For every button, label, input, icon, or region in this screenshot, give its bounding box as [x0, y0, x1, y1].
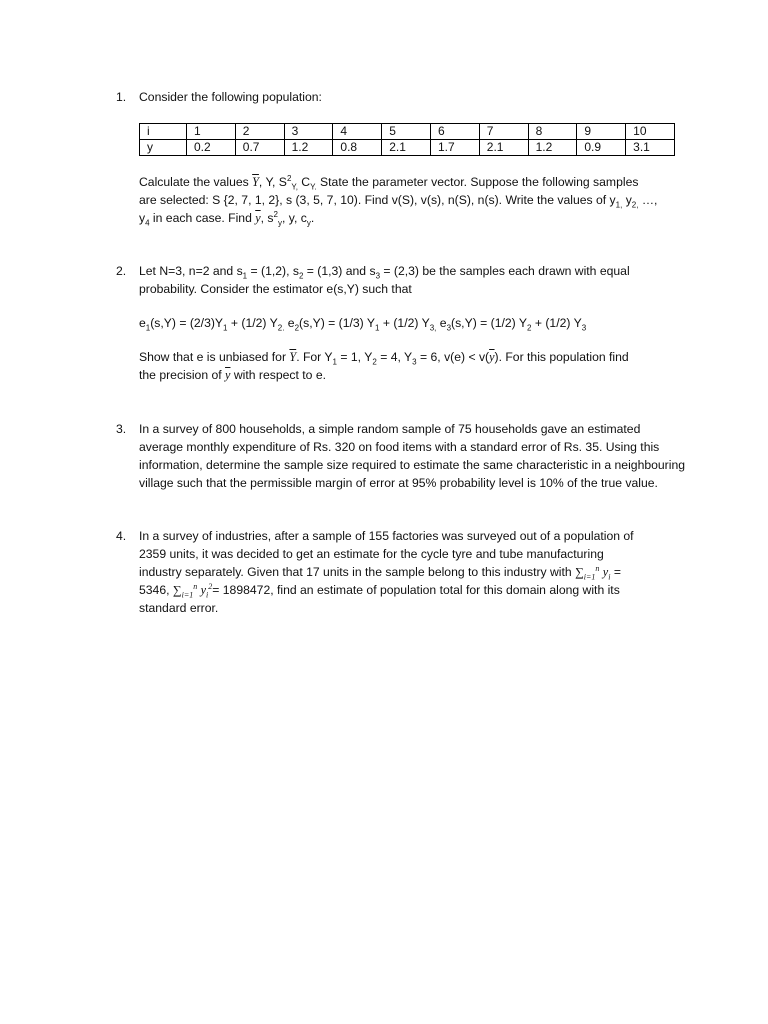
- table-cell: 2.1: [479, 140, 528, 156]
- question-text: In a survey of 800 households, a simple random sample of 75 households gave an estimated average monthly expenditure of Rs. 320 on food items with a standard error of Rs. 35. Using this information, determine the sample size required to estimate the same characteristic in a neighbouring village such that the permissible margin of error at 95% probability level is 10% of the true value.: [139, 422, 686, 490]
- subscript: 3,: [429, 323, 437, 333]
- table-cell: 0.9: [577, 140, 626, 156]
- text-run: in each case. Find: [149, 211, 256, 225]
- subscript: 1: [332, 357, 337, 367]
- superscript: 2: [208, 581, 213, 591]
- table-cell: 4: [333, 124, 382, 140]
- table-cell: 0.2: [187, 140, 236, 156]
- text-run: Show that e is unbiased for: [139, 350, 290, 364]
- table-cell: 1.7: [430, 140, 479, 156]
- estimator-equation: [139, 314, 686, 332]
- table-cell: 7: [479, 124, 528, 140]
- subscript: y: [277, 218, 282, 228]
- table-cell: 3: [284, 124, 333, 140]
- table-cell: i: [140, 124, 187, 140]
- question-1: [116, 88, 686, 227]
- subscript: 3: [446, 323, 452, 333]
- subscript: 2: [527, 323, 532, 333]
- question-number: 3.: [116, 422, 127, 436]
- table-cell: 2.1: [382, 140, 431, 156]
- question-text-line: [139, 563, 686, 581]
- question-text-line: [139, 209, 686, 227]
- text-run: ). For this population find: [494, 350, 629, 364]
- text-run: = 6, v(e) < v(: [416, 350, 490, 364]
- text-run: C: [297, 175, 311, 189]
- text-run: e: [284, 316, 295, 330]
- table-cell: 6: [430, 124, 479, 140]
- subscript: 1: [242, 271, 248, 281]
- table-row: [140, 124, 675, 140]
- text-run: 5346,: [139, 583, 173, 597]
- text-run: with respect to e.: [230, 368, 326, 382]
- subscript: 1: [145, 323, 151, 333]
- question-text-line: standard error.: [139, 601, 219, 615]
- superscript: n: [193, 581, 198, 591]
- text-run: = (2,3) be the samples each drawn with equal: [380, 264, 630, 278]
- subscript: 1,: [615, 200, 623, 210]
- text-run: . For Y: [296, 350, 333, 364]
- text-run: = (1,3) and s: [303, 264, 376, 278]
- text-run: , Y, S: [258, 175, 287, 189]
- text-run: Calculate the values: [139, 175, 253, 189]
- question-text-line: [139, 581, 686, 599]
- question-3: [116, 420, 686, 492]
- table-cell: 1: [187, 124, 236, 140]
- text-run: (s,Y) = (1/3) Y: [299, 316, 376, 330]
- text-run: State the parameter vector. Suppose the following samples: [316, 175, 639, 189]
- subscript: 2: [298, 271, 304, 281]
- text-run: + (1/2) Y: [227, 316, 278, 330]
- subscript: 2,: [631, 200, 639, 210]
- subscript: 1: [375, 323, 380, 333]
- subscript: 2: [372, 357, 377, 367]
- text-run: = 4, Y: [376, 350, 413, 364]
- question-text-line: [139, 173, 686, 191]
- text-run: are selected: S {2, 7, 1, 2}, s (3, 5, 7, 10). Find v(S), v(s), n(S), n(s). Write the values of y: [139, 193, 616, 207]
- question-text-line: probability. Consider the estimator e(s,Y) such that: [139, 282, 412, 296]
- math-mean-symbol: $\overline{y}$: [255, 211, 261, 225]
- superscript: 2: [273, 209, 278, 219]
- text-run: y: [622, 193, 632, 207]
- math-variable: y: [602, 565, 609, 579]
- superscript: 2: [286, 173, 292, 183]
- superscript: n: [595, 563, 600, 573]
- text-run: y: [139, 211, 146, 225]
- subscript: 3: [581, 323, 587, 333]
- question-text-line: [139, 348, 686, 366]
- math-mean-symbol: $\overline{y}$: [489, 350, 495, 364]
- text-run: , y, c: [281, 211, 307, 225]
- math-mean-symbol: $\overline{Y}$: [289, 350, 297, 364]
- table-row: [140, 140, 675, 156]
- table-cell: 0.8: [333, 140, 382, 156]
- subscript: Y,: [291, 182, 298, 192]
- math-variable: y: [200, 583, 207, 597]
- subscript: i: [206, 590, 209, 600]
- text-run: e: [139, 316, 146, 330]
- table-cell: 3.1: [626, 140, 675, 156]
- summation-symbol: ∑: [575, 565, 584, 579]
- subscript: i=1: [583, 572, 596, 582]
- text-run: the precision of: [139, 368, 226, 382]
- table-cell: y: [140, 140, 187, 156]
- text-run: .: [310, 211, 315, 225]
- question-number: 4.: [116, 529, 127, 543]
- subscript: 3: [412, 357, 417, 367]
- table-cell: 2: [235, 124, 284, 140]
- text-run: …,: [638, 193, 658, 207]
- table-cell: 9: [577, 124, 626, 140]
- math-mean-symbol: $\overline{y}$: [225, 368, 231, 382]
- subscript: 2: [294, 323, 300, 333]
- question-intro: Consider the following population:: [139, 90, 322, 104]
- question-number: 2.: [116, 264, 127, 278]
- text-run: , s: [260, 211, 274, 225]
- subscript: 3: [375, 271, 381, 281]
- text-run: + (1/2) Y: [379, 316, 430, 330]
- question-text-line: In a survey of industries, after a sample of 155 factories was surveyed out of a population of: [139, 529, 634, 543]
- question-text-line: [139, 366, 686, 384]
- question-2: [116, 262, 686, 384]
- text-run: = (1,2), s: [247, 264, 299, 278]
- question-text-line: 2359 units, it was decided to get an estimate for the cycle tyre and tube manufacturing: [139, 547, 604, 561]
- text-run: =: [610, 565, 621, 579]
- question-number: 1.: [116, 90, 127, 104]
- table-cell: 1.2: [284, 140, 333, 156]
- table-cell: 1.2: [528, 140, 577, 156]
- question-text-line: [139, 262, 686, 280]
- subscript: 4: [145, 218, 150, 228]
- summation-symbol: ∑: [172, 583, 182, 597]
- subscript: 1: [223, 323, 228, 333]
- table-cell: 0.7: [235, 140, 284, 156]
- text-run: (s,Y) = (2/3)Y: [150, 316, 224, 330]
- table-cell: 8: [528, 124, 577, 140]
- table-cell: 5: [382, 124, 431, 140]
- subscript: i: [608, 572, 611, 582]
- subscript: i=1: [181, 590, 194, 600]
- subscript: y: [306, 218, 311, 228]
- text-run: e: [436, 316, 447, 330]
- text-run: = 1, Y: [337, 350, 373, 364]
- math-mean-symbol: $\overline{Y}$: [252, 175, 259, 189]
- subscript: 2.: [277, 323, 285, 333]
- text-run: = 1898472, find an estimate of population total for this domain along with its: [212, 583, 620, 597]
- text-run: Let N=3, n=2 and s: [139, 264, 243, 278]
- table-cell: 10: [626, 124, 675, 140]
- text-run: industry separately. Given that 17 units in the sample belong to this industry with: [139, 565, 576, 579]
- subscript: Y.: [310, 182, 317, 192]
- text-run: (s,Y) = (1/2) Y: [451, 316, 528, 330]
- population-table: [139, 123, 675, 156]
- question-text-line: [139, 191, 686, 209]
- question-4: [116, 527, 686, 617]
- text-run: + (1/2) Y: [531, 316, 582, 330]
